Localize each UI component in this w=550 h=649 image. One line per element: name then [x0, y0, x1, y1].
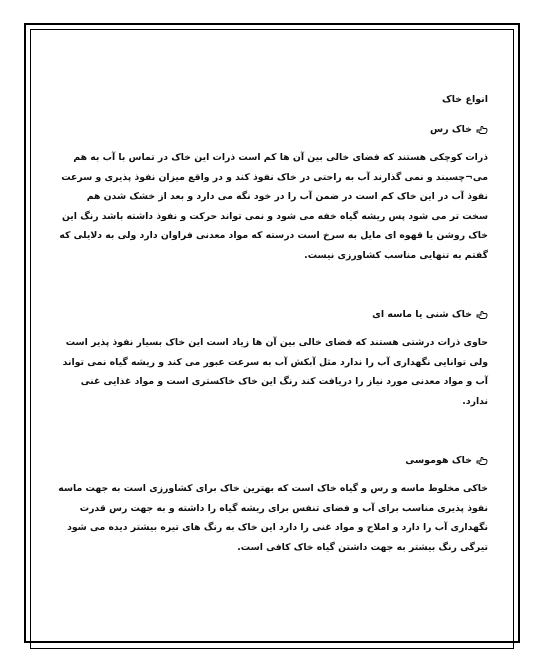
- hand-pointer-icon: [476, 456, 488, 466]
- section-heading-text: خاک رس: [429, 124, 472, 135]
- hand-pointer-icon: [476, 310, 488, 320]
- section-heading-text: خاک هوموسی: [405, 455, 472, 466]
- hand-pointer-icon: [476, 125, 488, 135]
- document-content: [58, 92, 488, 557]
- section-heading-text: خاک شنی یا ماسه ای: [372, 309, 472, 320]
- document-title: انواع خاک: [442, 94, 488, 105]
- section-clay-soil: [58, 122, 488, 265]
- section-heading: [58, 122, 488, 138]
- section-body: ذرات کوچکی هستند که فضای خالی بین آن ها کم است ذرات این خاک در تماس با آب به هم می¬چسبند و نمی گذارند آب به راحتی در خاک نفوذ کند و در واقع میزان نفوذ پذیری و سرعت نفوذ آب در این خاک کم است در ضمن آب را در خود نگه می دارد و بعد از خشک شدن هم سخت تر می شود پس ریشه گیاه خفه می شود و نمی تواند حرکت و نفوذ داشته باشد رنگ این خاک روشن یا قهوه ای مایل به سرخ است درسته که مواد معدنی فراوان دارد ولی به دلایلی که گفتم به تنهایی مناسب کشاورزی نیست.: [59, 152, 488, 261]
- section-heading: [58, 453, 488, 469]
- section-humus-soil: [58, 453, 488, 557]
- section-sandy-soil: [58, 307, 488, 411]
- section-heading: [58, 307, 488, 323]
- section-body: خاکی مخلوط ماسه و رس و گیاه خاک است که بهترین خاک برای کشاورزی است به جهت ماسه نفوذ پذیری مناسب برای آب و فضای تنفس برای ریشه گیاه را داشته و به جهت رس قدرت نگهداری آب را دارد و املاح و مواد غنی را دارد این خاک به رنگ های تیره بیشتر دیده می شود تیرگی رنگ بیشتر به جهت داشتن گیاه خاک کافی است.: [58, 483, 488, 553]
- section-body: حاوی ذرات درشتی هستند که فضای خالی بین آن ها زیاد است این خاک بسیار نفوذ پذیر است ولی توانایی نگهداری آب را ندارد مثل آبکش آب به سرعت عبور می کند و ریشه گیاه نمی تواند آب و مواد معدنی مورد نیاز را دریافت کند رنگ این خاک خاکستری است و مواد غذایی غنی ندارد.: [62, 337, 488, 407]
